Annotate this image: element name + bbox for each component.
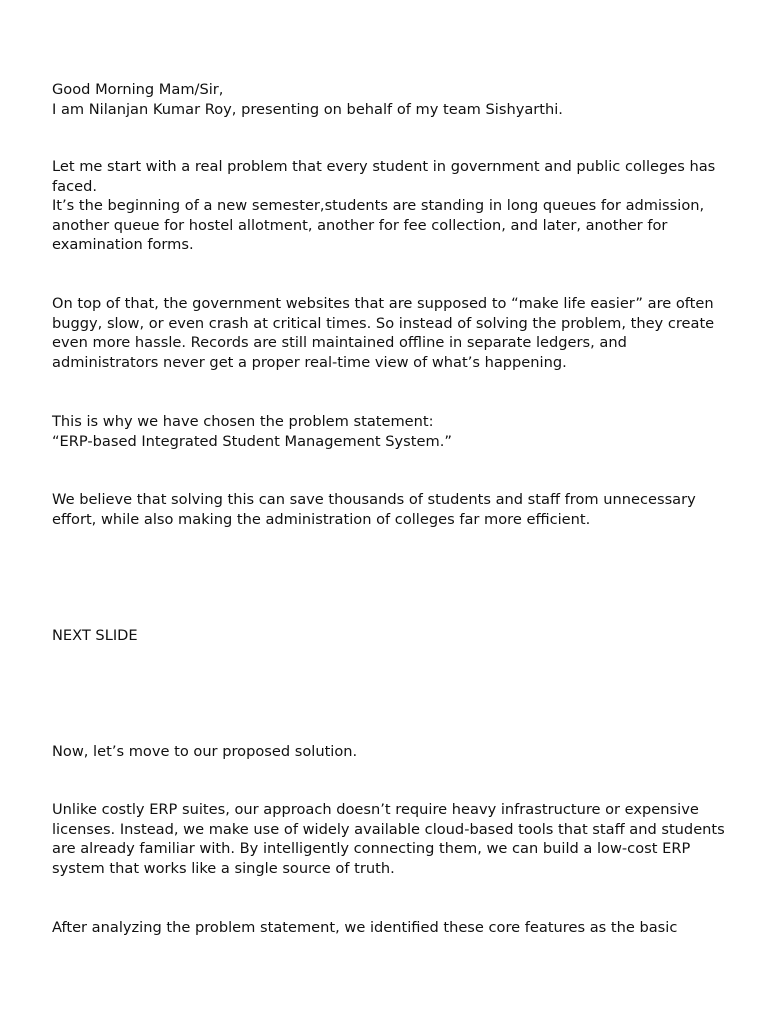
introduction-line: I am Nilanjan Kumar Roy, presenting on behalf of my team Sishyarthi. <box>52 100 563 118</box>
solution-intro-paragraph <box>52 742 732 762</box>
problem-statement-title: “ERP-based Integrated Student Management System.” <box>52 432 452 450</box>
next-slide-text: NEXT SLIDE <box>52 627 138 644</box>
belief-line: We believe that solving this can save thousands of students and staff from unnecessary <box>52 491 696 508</box>
solution-detail-line: licenses. Instead, we make use of widely available cloud-based tools that staff and students <box>52 820 725 838</box>
problem-intro-line: Let me start with a real problem that every student in government and public colleges has <box>52 158 716 175</box>
solution-detail-line: are already familiar with. By intelligently connecting them, we can build a low-cost ERP <box>52 840 691 857</box>
solution-detail-paragraph <box>52 800 732 878</box>
belief-paragraph <box>52 490 732 529</box>
greeting-paragraph <box>52 80 732 119</box>
problem-statement-lead: This is why we have chosen the problem statement: <box>52 413 434 430</box>
greeting-line: Good Morning Mam/Sir, <box>52 81 224 98</box>
problem-statement-paragraph <box>52 412 732 451</box>
problem-intro-line: faced. <box>52 177 97 195</box>
problem-intro-line: It’s the beginning of a new semester,students are standing in long queues for admission, <box>52 197 705 214</box>
problem-intro-line: examination forms. <box>52 236 194 253</box>
websites-issue-line: even more hassle. Records are still maintained offline in separate ledgers, and <box>52 334 627 351</box>
solution-intro-line: Now, let’s move to our proposed solution. <box>52 743 358 760</box>
websites-issue-line: buggy, slow, or even crash at critical times. So instead of solving the problem, they create <box>52 314 715 332</box>
problem-intro-paragraph <box>52 157 732 255</box>
websites-issue-line: administrators never get a proper real-time view of what’s happening. <box>52 353 567 371</box>
features-intro-paragraph <box>52 918 732 938</box>
belief-line: effort, while also making the administration of colleges far more efficient. <box>52 510 591 528</box>
websites-issue-paragraph <box>52 294 732 372</box>
problem-intro-line: another queue for hostel allotment, another for fee collection, and later, another for <box>52 216 668 234</box>
websites-issue-line: On top of that, the government websites that are supposed to “make life easier” are often <box>52 295 714 312</box>
solution-detail-line: system that works like a single source of truth. <box>52 859 395 877</box>
next-slide-marker <box>52 626 732 646</box>
solution-detail-line: Unlike costly ERP suites, our approach doesn’t require heavy infrastructure or expensive <box>52 801 699 818</box>
features-intro-line: After analyzing the problem statement, we identified these core features as the basic <box>52 919 678 936</box>
